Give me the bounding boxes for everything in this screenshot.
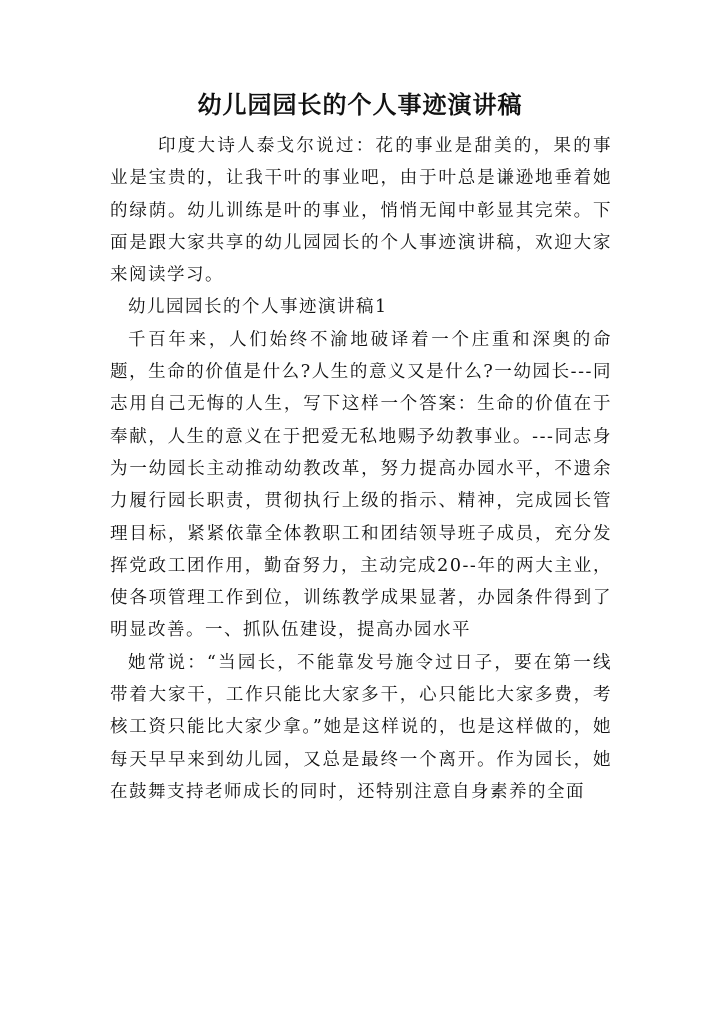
intro-paragraph: 印度大诗人泰戈尔说过：花的事业是甜美的，果的事业是宝贵的，让我干叶的事业吧，由于叶总是谦逊地垂着她的绿荫。幼儿训练是叶的事业，悄悄无闻中彰显其完荣。下面是跟大家共享的幼儿园园长的个人事迹演讲稿，欢迎大家来阅读学习。 [110, 136, 612, 286]
body-paragraph: 千百年来，人们始终不渝地破译着一个庄重和深奥的命题，生命的价值是什么?人生的意义又是什么?一幼园长---同志用自己无悔的人生，写下这样一个答案：生命的价值在于奉献，人生的意义在于把爱无私地赐予幼教事业。---同志身为一幼园长主动推动幼教改革，努力提高办园水平，不遗余力履行园长职责，贯彻执行上级的指示、精神，完成园长管理目标，紧紧依靠全体教职工和团结领导班子成员，充分发挥党政工团作用，勤奋努力，主动完成20--年的两大主业，使各项管理工作到位，训练教学成果显著，办园条件得到了明显改善。一、抓队伍建设，提高办园水平 [110, 329, 612, 641]
document-title: 幼儿园园长的个人事迹演讲稿 [197, 90, 523, 119]
document-body [110, 130, 612, 808]
section-heading: 幼儿园园长的个人事迹演讲稿1 [128, 297, 388, 318]
body-paragraph: 她常说：“当园长，不能靠发号施令过日子，要在第一线带着大家干，工作只能比大家多干，心只能比大家多费，考核工资只能比大家少拿。”她是这样说的，也是这样做的，她每天早早来到幼儿园，又总是最终一个离开。作为园长，她在鼓舞支持老师成长的同时，还特别注意自身素养的全面 [110, 652, 612, 802]
